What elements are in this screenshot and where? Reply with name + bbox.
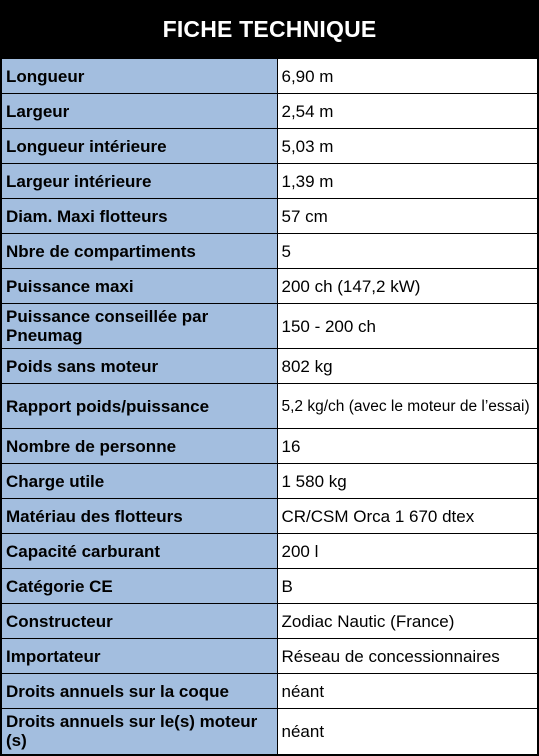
row-label: Longueur: [1, 59, 277, 94]
row-value: CR/CSM Orca 1 670 dtex: [277, 499, 538, 534]
row-value: 57 cm: [277, 199, 538, 234]
row-value: néant: [277, 709, 538, 755]
row-label: Largeur intérieure: [1, 164, 277, 199]
table-row: [1, 464, 538, 499]
table-row: [1, 129, 538, 164]
row-label: Poids sans moteur: [1, 349, 277, 384]
row-value: 2,54 m: [277, 94, 538, 129]
row-value: 5: [277, 234, 538, 269]
table-row: [1, 234, 538, 269]
table-row: [1, 304, 538, 349]
table-row: [1, 199, 538, 234]
row-value: 16: [277, 429, 538, 464]
row-label: Puissance conseillée par Pneumag: [1, 304, 277, 349]
row-value: 5,2 kg/ch (avec le moteur de l’essai): [277, 384, 538, 429]
table-row: [1, 269, 538, 304]
row-value: 200 ch (147,2 kW): [277, 269, 538, 304]
row-value: Réseau de concessionnaires: [277, 639, 538, 674]
row-label: Diam. Maxi flotteurs: [1, 199, 277, 234]
row-label: Rapport poids/puissance: [1, 384, 277, 429]
table-row: [1, 164, 538, 199]
row-value: 5,03 m: [277, 129, 538, 164]
row-label: Puissance maxi: [1, 269, 277, 304]
row-value: 200 l: [277, 534, 538, 569]
row-value: néant: [277, 674, 538, 709]
row-label: Longueur intérieure: [1, 129, 277, 164]
row-value: 6,90 m: [277, 59, 538, 94]
table-row: [1, 429, 538, 464]
row-label: Constructeur: [1, 604, 277, 639]
table-row: [1, 59, 538, 94]
table-row: [1, 94, 538, 129]
row-label: Importateur: [1, 639, 277, 674]
table-row: [1, 349, 538, 384]
table-row: [1, 569, 538, 604]
row-value: Zodiac Nautic (France): [277, 604, 538, 639]
row-value: 150 - 200 ch: [277, 304, 538, 349]
row-label: Matériau des flotteurs: [1, 499, 277, 534]
table-row: [1, 709, 538, 755]
row-value: 1,39 m: [277, 164, 538, 199]
row-label: Droits annuels sur le(s) moteur (s): [1, 709, 277, 755]
spec-table: [0, 58, 539, 756]
row-label: Nombre de personne: [1, 429, 277, 464]
row-value: 802 kg: [277, 349, 538, 384]
row-label: Nbre de compartiments: [1, 234, 277, 269]
table-row: [1, 639, 538, 674]
row-value: B: [277, 569, 538, 604]
table-row: [1, 384, 538, 429]
table-row: [1, 674, 538, 709]
row-label: Catégorie CE: [1, 569, 277, 604]
row-label: Largeur: [1, 94, 277, 129]
table-row: [1, 534, 538, 569]
table-row: [1, 499, 538, 534]
row-label: Capacité carburant: [1, 534, 277, 569]
row-value: 1 580 kg: [277, 464, 538, 499]
row-label: Droits annuels sur la coque: [1, 674, 277, 709]
table-row: [1, 604, 538, 639]
sheet-title: FICHE TECHNIQUE: [0, 0, 539, 58]
row-label: Charge utile: [1, 464, 277, 499]
